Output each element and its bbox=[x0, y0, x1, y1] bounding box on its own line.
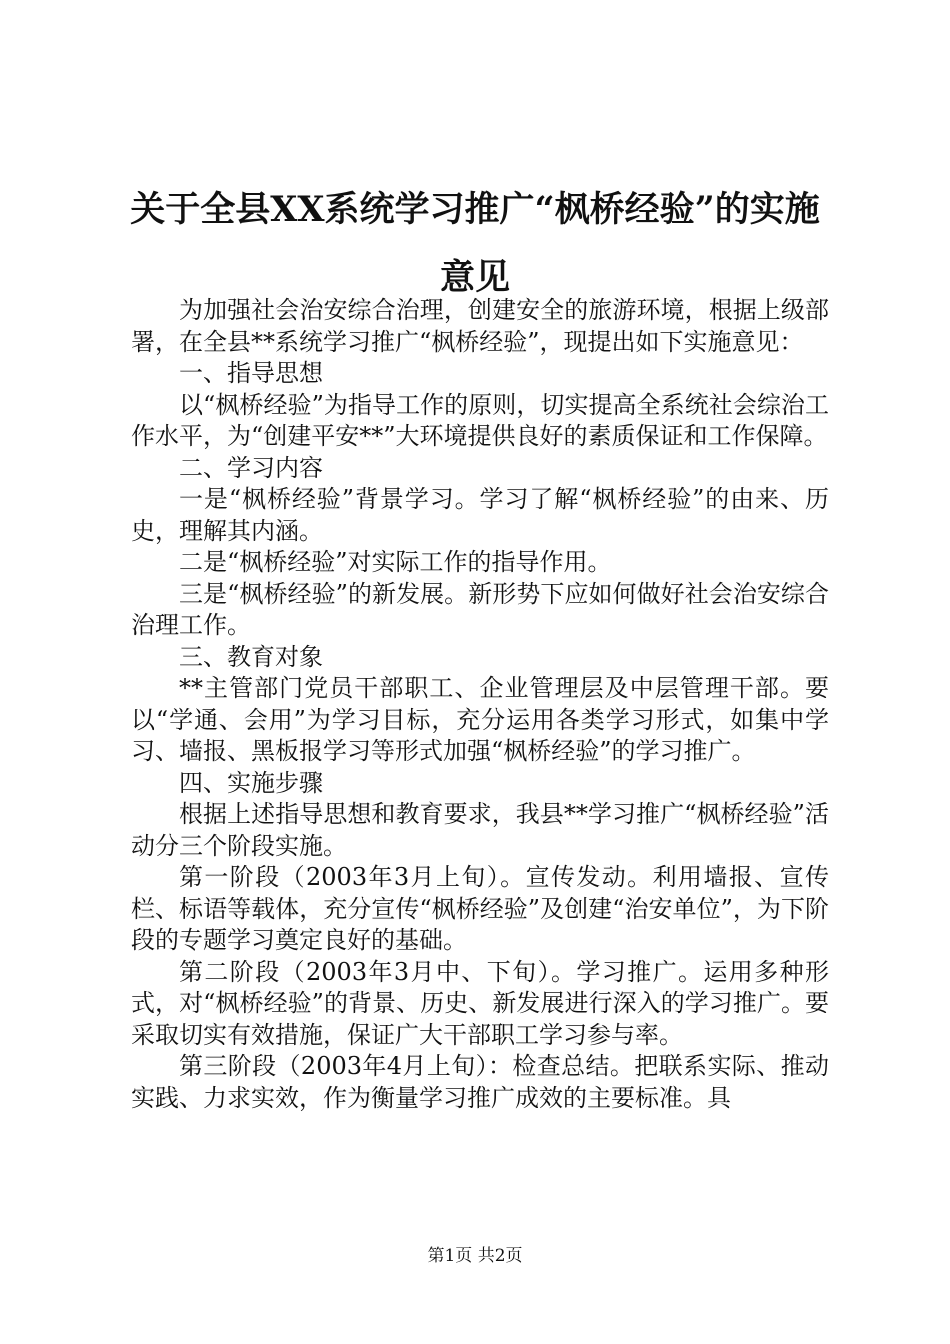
section-heading-study-content: 二、学习内容 bbox=[179, 453, 323, 482]
paragraph-intro: 为加强社会治安综合治理，创建安全的旅游环境，根据上级部署，在全县**系统学习推广“枫桥经验”，现提出如下实施意见： bbox=[131, 296, 829, 356]
paragraph-stage-1: 第一阶段（2003年3月上旬）。宣传发动。利用墙报、宣传栏、标语等载体，充分宣传“枫桥经验”及创建“治安单位”，为下阶段的专题学习奠定良好的基础。 bbox=[131, 863, 829, 954]
section-heading-education-target: 三、教育对象 bbox=[179, 642, 323, 671]
paragraph-steps-intro: 根据上述指导思想和教育要求，我县**学习推广“枫桥经验”活动分三个阶段实施。 bbox=[131, 800, 829, 860]
paragraph-stage-2: 第二阶段（2003年3月中、下旬）。学习推广。运用多种形式，对“枫桥经验”的背景、历史、新发展进行深入的学习推广。要采取切实有效措施，保证广大干部职工学习参与率。 bbox=[131, 957, 829, 1049]
page-footer: 第1页 共2页 bbox=[427, 1246, 523, 1266]
section-heading-guiding-thought: 一、指导思想 bbox=[179, 359, 323, 387]
section-heading-implementation-steps: 四、实施步骤 bbox=[179, 768, 323, 797]
paragraph-content-2: 二是“枫桥经验”对实际工作的指导作用。 bbox=[179, 548, 612, 576]
document-title: 关于全县XX系统学习推广“枫桥经验”的实施意见 bbox=[130, 189, 820, 298]
paragraph-content-1: 一是“枫桥经验”背景学习。学习了解“枫桥经验”的由来、历史，理解其内涵。 bbox=[131, 485, 829, 545]
paragraph-guiding-thought: 以“枫桥经验”为指导工作的原则，切实提高全系统社会综治工作水平，为“创建平安**”大环境提供良好的素质保证和工作保障。 bbox=[131, 390, 829, 450]
paragraph-education-target: **主管部门党员干部职工、企业管理层及中层管理干部。要以“学通、会用”为学习目标，充分运用各类学习形式，如集中学习、墙报、黑板报学习等形式加强“枫桥经验”的学习推广。 bbox=[131, 674, 829, 765]
document-body bbox=[131, 295, 829, 1114]
paragraph-content-3: 三是“枫桥经验”的新发展。新形势下应如何做好社会治安综合治理工作。 bbox=[131, 579, 829, 639]
paragraph-stage-3: 第三阶段（2003年4月上旬）：检查总结。把联系实际、推动实践、力求实效，作为衡量学习推广成效的主要标准。具 bbox=[131, 1052, 829, 1112]
